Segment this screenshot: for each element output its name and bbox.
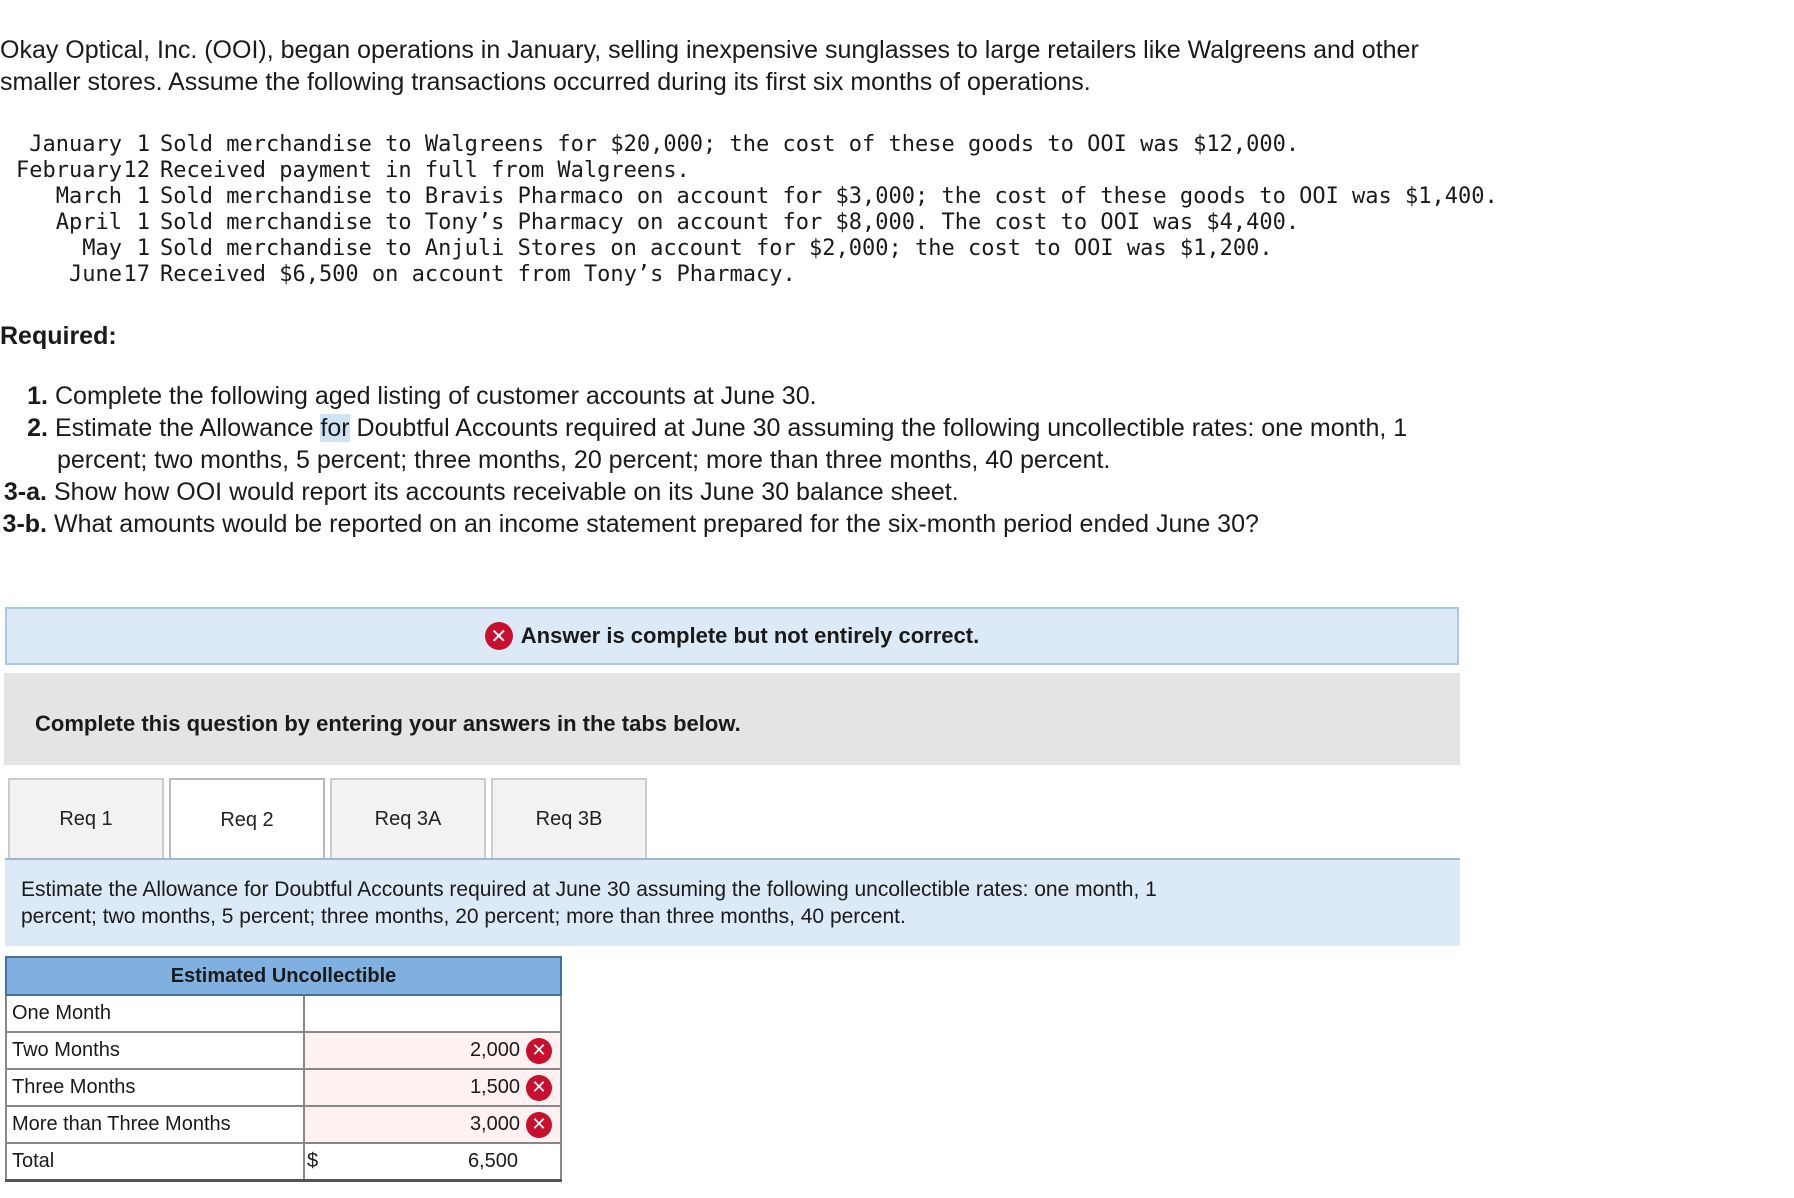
row-label: Total bbox=[6, 1143, 304, 1180]
required-item-number: 3-b. bbox=[2, 510, 47, 538]
incorrect-icon: ✕ bbox=[526, 1075, 552, 1101]
transaction-row bbox=[14, 236, 1498, 262]
transaction-day: 17 bbox=[123, 262, 150, 287]
instructions-panel bbox=[4, 673, 1460, 765]
cell-value: 3,000 bbox=[469, 1113, 520, 1135]
total-value: 6,500 bbox=[467, 1149, 518, 1172]
required-item bbox=[0, 380, 1600, 412]
required-item-text: percent; two months, 5 percent; three months, 20 percent; more than three months, 40 percent. bbox=[57, 446, 1111, 474]
table-row bbox=[6, 1069, 561, 1106]
transaction-month: January bbox=[29, 132, 122, 157]
required-item-text bbox=[48, 412, 1407, 444]
intro-line-2: smaller stores. Assume the following transactions occurred during its first six months of operations. bbox=[0, 68, 1091, 96]
transaction-desc: Sold merchandise to Anjuli Stores on account for $2,000; the cost to OOI was $1,200. bbox=[160, 236, 1273, 261]
required-list bbox=[0, 380, 1600, 540]
required-item-continuation bbox=[0, 444, 1600, 476]
more-than-three-months-input[interactable] bbox=[304, 1106, 561, 1143]
table-row bbox=[6, 1106, 561, 1143]
transaction-month: February bbox=[16, 158, 122, 183]
transaction-day: 1 bbox=[136, 236, 150, 261]
intro-text bbox=[0, 34, 1600, 98]
row-label: Two Months bbox=[6, 1032, 304, 1069]
estimated-uncollectible-table bbox=[5, 956, 562, 1182]
transaction-desc: Received payment in full from Walgreens. bbox=[160, 158, 690, 183]
required-item bbox=[0, 508, 1600, 540]
cell-value: 2,000 bbox=[469, 1039, 520, 1061]
transaction-day: 12 bbox=[123, 158, 150, 183]
tab-req-3b[interactable]: Req 3B bbox=[491, 778, 647, 858]
answer-status-banner bbox=[5, 607, 1459, 665]
task-description bbox=[5, 860, 1460, 946]
required-heading: Required: bbox=[0, 322, 117, 350]
incorrect-icon: ✕ bbox=[526, 1112, 552, 1138]
two-months-input[interactable] bbox=[304, 1032, 561, 1069]
row-label: Three Months bbox=[6, 1069, 304, 1106]
transaction-desc: Received $6,500 on account from Tony’s Pharmacy. bbox=[160, 262, 796, 287]
required-item-text: Show how OOI would report its accounts receivable on its June 30 balance sheet. bbox=[54, 478, 959, 506]
required-item-text: Complete the following aged listing of customer accounts at June 30. bbox=[55, 382, 817, 410]
row-label: More than Three Months bbox=[6, 1106, 304, 1143]
transaction-month: June bbox=[69, 262, 122, 287]
transaction-row bbox=[14, 132, 1498, 158]
tab-req-2[interactable]: Req 2 bbox=[169, 778, 325, 860]
incorrect-icon: ✕ bbox=[526, 1038, 552, 1064]
required-item-text: What amounts would be reported on an income statement prepared for the six-month period ended June 30? bbox=[54, 510, 1259, 538]
required-item-number: 2. bbox=[27, 414, 48, 442]
transaction-list bbox=[14, 132, 1498, 288]
requirement-tabs bbox=[8, 778, 652, 860]
transaction-row bbox=[14, 262, 1498, 288]
transaction-month: March bbox=[55, 184, 122, 209]
transaction-row bbox=[14, 184, 1498, 210]
table-header: Estimated Uncollectible bbox=[6, 957, 561, 995]
one-month-input[interactable] bbox=[304, 995, 561, 1032]
tab-req-1[interactable]: Req 1 bbox=[8, 778, 164, 858]
x-circle-icon: ✕ bbox=[485, 622, 513, 650]
cell-value: 1,500 bbox=[469, 1076, 520, 1098]
transaction-desc: Sold merchandise to Bravis Pharmaco on account for $3,000; the cost of these goods to OOI was $1,400. bbox=[160, 184, 1498, 209]
table-row bbox=[6, 1032, 561, 1069]
transaction-month: April bbox=[55, 210, 122, 235]
transaction-row bbox=[14, 210, 1498, 236]
instructions-text: Complete this question by entering your answers in the tabs below. bbox=[35, 711, 741, 736]
transaction-day: 1 bbox=[136, 210, 150, 235]
required-item-number: 1. bbox=[27, 382, 48, 410]
transaction-month: May bbox=[82, 236, 122, 261]
transaction-row bbox=[14, 158, 1498, 184]
required-item-number: 3-a. bbox=[3, 478, 47, 506]
three-months-input[interactable] bbox=[304, 1069, 561, 1106]
required-item bbox=[0, 476, 1600, 508]
transaction-desc: Sold merchandise to Tony’s Pharmacy on account for $8,000. The cost to OOI was $4,400. bbox=[160, 210, 1300, 235]
task-line-1: Estimate the Allowance for Doubtful Accounts required at June 30 assuming the following uncollectible rates: one month, 1 bbox=[21, 878, 1157, 901]
selected-text: for bbox=[320, 414, 350, 442]
tab-req-3a[interactable]: Req 3A bbox=[330, 778, 486, 858]
transaction-day: 1 bbox=[136, 184, 150, 209]
text-segment: Estimate the Allowance bbox=[55, 414, 321, 442]
transaction-day: 1 bbox=[136, 132, 150, 157]
currency-symbol: $ bbox=[307, 1149, 319, 1172]
answer-status-text: Answer is complete but not entirely correct. bbox=[520, 623, 980, 648]
transaction-desc: Sold merchandise to Walgreens for $20,000; the cost of these goods to OOI was $12,000. bbox=[160, 132, 1300, 157]
table-total-row bbox=[6, 1143, 561, 1180]
total-value-cell bbox=[304, 1143, 561, 1180]
row-label: One Month bbox=[6, 995, 304, 1032]
text-segment: Doubtful Accounts required at June 30 assuming the following uncollectible rates: one month, 1 bbox=[349, 414, 1408, 442]
intro-line-1: Okay Optical, Inc. (OOI), began operations in January, selling inexpensive sunglasses to large retailers like Walgreens and other bbox=[0, 36, 1419, 64]
required-item bbox=[0, 412, 1600, 444]
table-row bbox=[6, 995, 561, 1032]
task-line-2: percent; two months, 5 percent; three months, 20 percent; more than three months, 40 percent. bbox=[21, 905, 906, 928]
